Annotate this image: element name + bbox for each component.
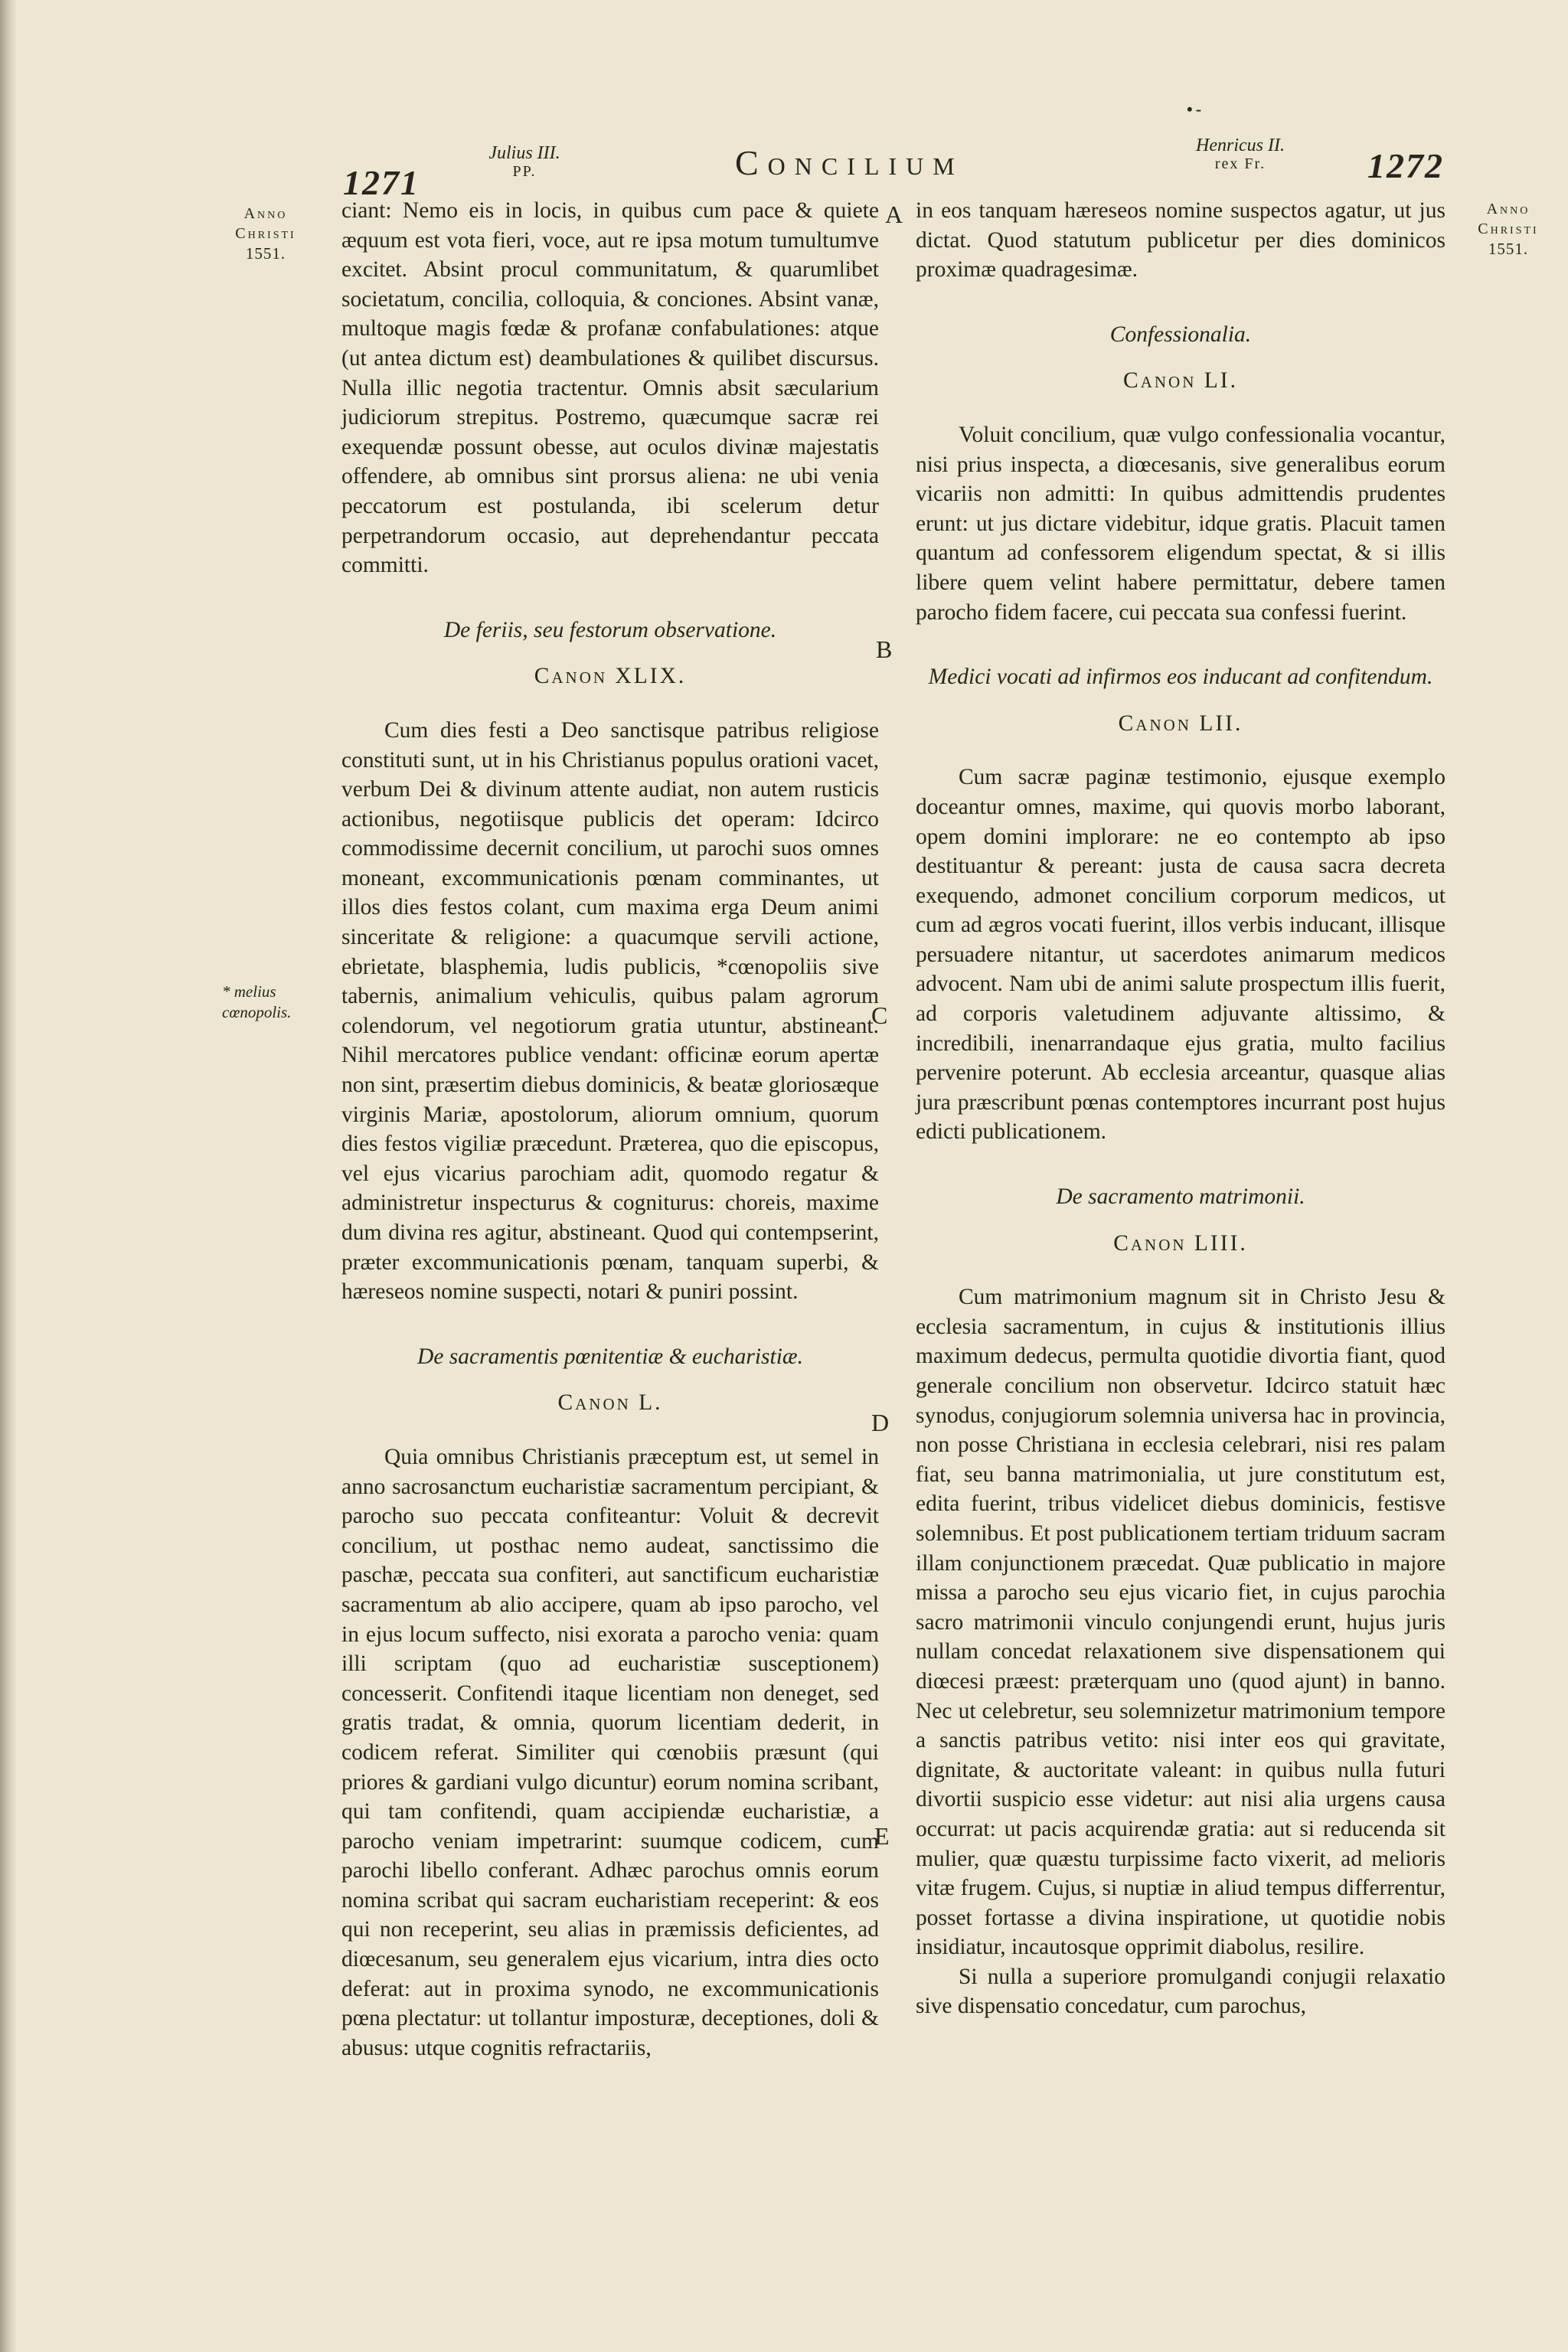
running-head-right	[1175, 136, 1305, 173]
canon-52-text: Cum sacræ paginæ testimonio, ejusque exemplo doceantur omnes, maxime, qui quovis morbo laborant, opem domini implorare: ne eo contempto ab ipso destituantur & pereant: justa de causa sacra decreta exequendo, admonet concilium corporum medicos, ut cum ad ægros vocati fuerint, illos verbis inducant, illisque persuadere nitantur, ut sacerdotes animarum medicos advocent. Nam ubi de animi salute prospectum illis fuerit, ad corporis valetudinem adjuvante altissimo, & incredibili, inenarrandaque ejus gratia, multo facilius pervenire poterunt. Ab ecclesia arceantur, quasque alias jura præscribunt pœnas contemptores incurrant post hujus edicti publicationem.	[916, 765, 1446, 1145]
running-head-right-name: Henricus II.	[1196, 136, 1285, 155]
canon-50-text: Quia omnibus Christianis præceptum est, ut semel in anno sacrosanctum eucharistiæ sacramentum percipiant, & parocho suo peccata confiteantur: Voluit & decrevit concilium, ut posthac nemo audeat, sanctissimo die paschæ, peccata sua confiteri, aut sanctificum eucharistiæ sacramentum ab alio accipere, quam ab ipso parocho, vel in ejus locum suffecto, nisi exorata a parocho venia: quam illi scriptam (quo ad eucharistiæ susceptionem) concesserit. Confitendi itaque licentiam non deneget, sed gratis tradat, & omnia, quorum licentiam dederit, in codicem referat. Similiter qui cœnobiis præsunt (qui priores & gardiani vulgo dicuntur) eorum nomina scribant, qui tam confitendi, quam accipiendæ eucharistiæ, a parocho veniam impetrarint: suumque codicem, cum parochi libello conferant. Adhæc parochus omnis eorum nomina scribat qui sacram eucharistiam receperint: & eos qui non receperint, seu alias in præmissis deficientes, ad diœcesanum, seu generalem ejus vicarium, intra dies octo deferat: aut in proxima synodo, ne excommunicationis pœna plectatur: ut tollantur imposturæ, deceptiones, doli & abusus: utque cognitis refractariis,	[341, 1444, 879, 2060]
margin-year-left	[216, 204, 315, 263]
section-letter-d: D	[871, 1409, 890, 1436]
section-heading-de-sacramentis: De sacramentis pœnitentiæ & eucharistiæ.	[417, 1344, 803, 1369]
canon-53-label: Canon LIII.	[1113, 1230, 1248, 1256]
right-opening-paragraph: in eos tanquam hæreseos nomine suspectos agatur, ut jus dictat. Quod statutum publicetur per dies dominicos proximæ quadragesimæ.	[916, 198, 1446, 283]
section-letter-a: A	[885, 201, 903, 228]
canon-49-text: Cum dies festi a Deo sanctisque patribus religiose constituti sunt, ut in his Christianus populus orationi vacet, verbum Dei & divinum attente audiat, non autem rusticis actionibus, negotiisque publicis det operam: Idcirco commodissime decernit concilium, ut parochi suos omnes moneant, excommunicationis pœnam comminantes, ut illos dies festos colant, cum maxima erga Deum animi sinceritate & religione: a quacumque servili actione, ebrietate, blasphemia, ludis publicis, *cœnopoliis sive tabernis, animalium vehiculis, quibus palam agrorum colendorum, vel negotiorum gratia utuntur, abstineant. Nihil mercatores publice vendant: officinæ eorum apertæ non sint, præsertim diebus dominicis, & beatæ gloriosæque virginis Mariæ, apostolorum, aliorum omnium, quorum dies festos vigiliæ præcedunt. Præterea, quo die episcopus, vel ejus vicarius parochiam adit, quomodo regatur & administretur inspecturus & cogniturus: choreis, maxime dum divina res agitur, abstineant. Quod qui contempserint, præter excommunicationis pœnam, tanquam superbi, & hæreseos nomine suspecti, notari & puniri possint.	[341, 717, 879, 1305]
page-number-right: 1272	[1367, 146, 1444, 185]
running-head-left-name: Julius III.	[488, 143, 560, 163]
canon-50-label: Canon L.	[557, 1390, 663, 1416]
right-column	[916, 196, 1446, 2021]
section-heading-confessionalia: Confessionalia.	[1109, 322, 1252, 347]
page-title: Concilium	[735, 143, 964, 182]
page-header	[0, 132, 1568, 202]
margin-anno-left: Anno	[243, 205, 288, 222]
canon-53-text: Cum matrimonium magnum sit in Christo Jesu & ecclesia sacramentum, in cujus & institutionis illius maximum dedecus, permulta quotidie divortia fiant, quod generale concilium non observetur. Idcirco statuit hæc synodus, conjugiorum solemnia universa hac in provincia, non posse Christiana in ecclesia celebrari, nisi res palam fiat, seu banna matrimonialia, ut jure constitutum est, edita fuerint, tribus videlicet diebus dominicis, festisve solemnibus. Et post publicationem tertiam triduum sacram illam conjunctionem præcedat. Quæ publicatio in majore missa a parocho seu ejus vicario fiet, in cujus parochia sacro matrimonii vinculo conjungendi erunt, hujus juris nullam concedat relaxationem sive dispensationem qui diœcesi præest: præterquam uno (quod ajunt) in banno. Nec ut celebretur, seu solemnizetur matrimonium tempore a sanctis patribus vetito: nisi inter eos qui gravitate, dignitate, & auctoritate valeant: in quibus nulla futuri divortii suspicio esse videtur: aut nisi alia urgens causa occurrat: ut pacis acquirendæ gratia: aut si reducenda sit mulier, quæ quæstu turpissime facto vixerit, ad melioris vitæ frugem. Cujus, si nuptiæ in aliud tempus differrentur, posset fortasse a divina inspiratione, ut quotidie nobis insidiatur, incautosque opprimit diabolus, resilire.	[916, 1285, 1446, 1960]
canon-51-label: Canon LI.	[1123, 368, 1238, 394]
canon-51-text: Voluit concilium, quæ vulgo confessionalia vocantur, nisi prius inspecta, a diœcesanis, sive generalibus eorum vicariis non admitti: In quibus admittendis prudentes erunt: ut jus dictare videbitur, idque gratis. Placuit tamen quantum ad confessorem eligendum spectat, & si illis libere quem velint habere permittatur, debere tamen parocho fidem facere, cui peccata sua confessi fuerint.	[916, 422, 1446, 625]
canon-53-text-continued: Si nulla a superiore promulgandi conjugii relaxatio sive dispensatio concedatur, cum parochus,	[916, 1964, 1446, 2019]
section-letter-b: B	[876, 635, 893, 663]
margin-christi-right: Christi	[1478, 220, 1539, 237]
marginal-footnote: * melius cœnopolis.	[222, 982, 292, 1021]
left-column	[341, 196, 879, 2063]
margin-anno-right: Anno	[1486, 201, 1530, 217]
section-heading-de-feriis: De feriis, seu festorum observatione.	[443, 617, 777, 642]
section-letter-e: E	[874, 1822, 890, 1850]
margin-christi-left: Christi	[235, 225, 296, 242]
section-letter-c: C	[871, 1001, 888, 1029]
page-number-left: 1271	[343, 163, 420, 202]
section-heading-matrimonii: De sacramento matrimonii.	[1056, 1184, 1305, 1210]
left-opening-paragraph: ciant: Nemo eis in locis, in quibus cum pace & quiete æquum est vota fieri, voce, aut re ipsa motum tumultumve excitet. Absint procul communitatum, & quarumlibet societatum, concilia, colloquia, & conciones. Absint vanæ, multoque magis fœdæ & profanæ confabulationes: atque (ut antea dictum est) deambulationes & quilibet discursus. Nulla illic negotia tractentur. Omnis absit sæcularium judiciorum strepitus. Postremo, quæcumque sacræ rei exequendæ possunt obesse, aut oculos divinæ majestatis offendere, ab omnibus sint prorsus aliena: ne ubi venia peccatorum est postulanda, ibi scelerum detur perpetrandorum occasio, aut deprehendantur peccata committi.	[341, 198, 879, 578]
printer-mark: •-	[1187, 100, 1205, 119]
running-head-right-title: rex Fr.	[1214, 155, 1266, 172]
running-head-left	[467, 144, 582, 181]
margin-year-value-left: 1551.	[245, 244, 286, 263]
section-heading-medici: Medici vocati ad infirmos eos inducant ad confitendum.	[928, 665, 1433, 690]
page-gutter-shadow	[0, 0, 17, 2352]
running-head-left-title: PP.	[512, 163, 537, 180]
margin-year-value-right: 1551.	[1488, 240, 1529, 258]
canon-49-label: Canon XLIX.	[534, 664, 687, 689]
canon-52-label: Canon LII.	[1118, 710, 1243, 736]
margin-year-right	[1462, 199, 1554, 259]
